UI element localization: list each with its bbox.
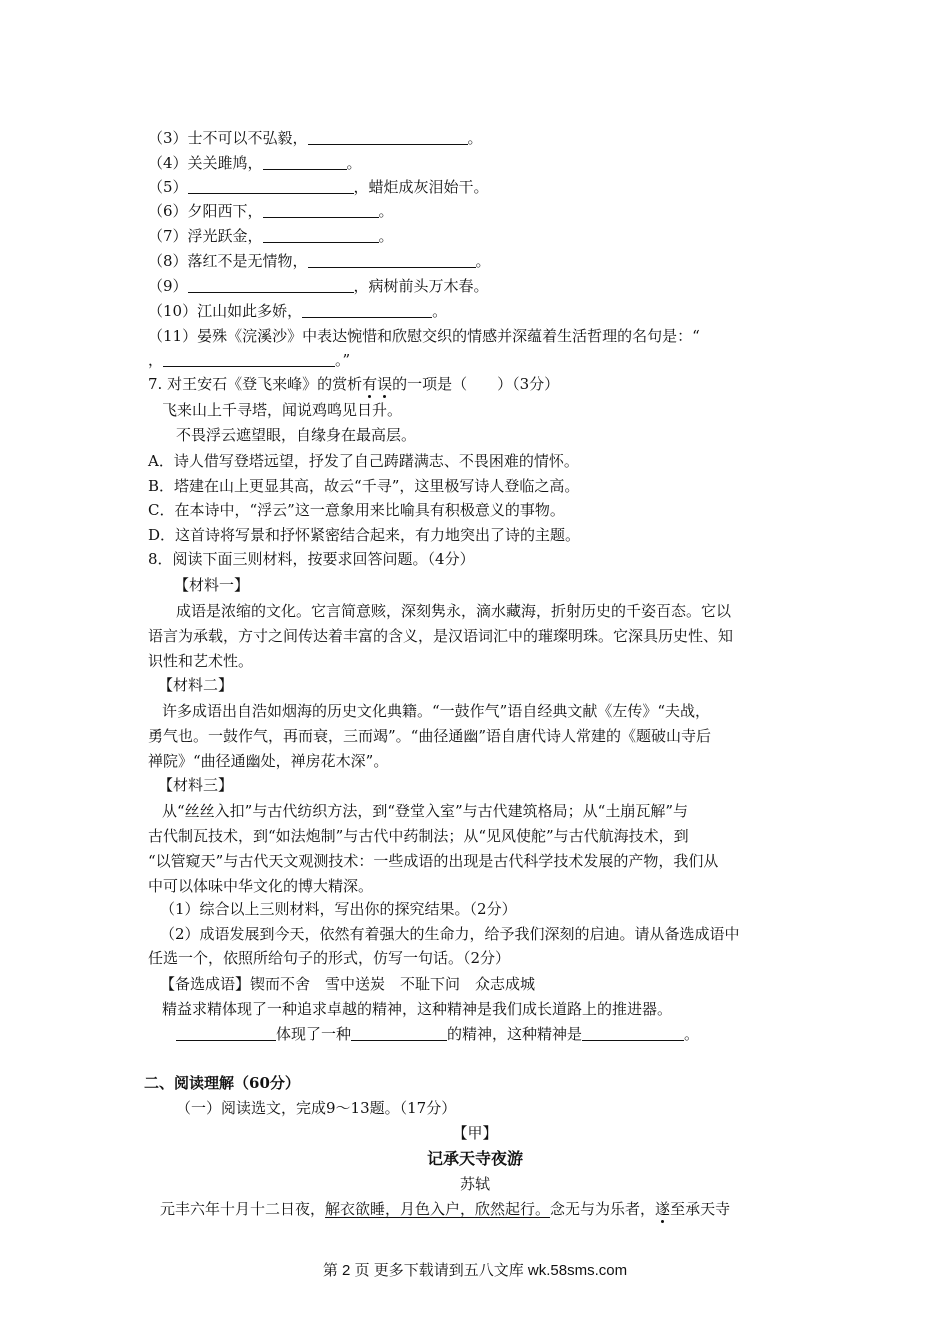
answer-blank[interactable] bbox=[302, 302, 432, 318]
answer-blank[interactable] bbox=[582, 1025, 684, 1041]
passage-label: 【甲】 bbox=[452, 1124, 498, 1142]
material-1-title: 【材料一】 bbox=[174, 576, 250, 594]
question-7-stem: 7. 对王安石《登飞来峰》的赏析有误的一项是（ ）（3分） bbox=[148, 375, 560, 393]
question-8-stem: 8．阅读下面三则材料，按要求回答问题。（4分） bbox=[148, 550, 475, 568]
option-b[interactable]: B．塔建在山上更显其高，故云“千寻”，这里极写诗人登临之高。 bbox=[148, 477, 580, 495]
material-1-line: 识性和艺术性。 bbox=[148, 652, 254, 670]
answer-blank[interactable] bbox=[188, 277, 354, 293]
emphasis-dot: 有 bbox=[362, 375, 378, 393]
material-3-line: “以管窥天”与古代天文观测技术：一些成语的出现是古代科学技术发展的产物，我们从 bbox=[148, 852, 719, 870]
answer-blank[interactable] bbox=[308, 252, 476, 268]
poem-line-1: 飞来山上千寻塔，闻说鸡鸣见日升。 bbox=[162, 401, 403, 419]
passage-text: 元丰六年十月十二日夜，解衣欲睡，月色入户，欣然起行。念无与为乐者，遂至承天寺 bbox=[160, 1200, 731, 1218]
fill-item-4: （4）关关雎鸠， 。 bbox=[148, 154, 362, 172]
fill-item-5: （5） ，蜡炬成灰泪始干。 bbox=[148, 178, 489, 196]
material-3-line: 古代制瓦技术，到“如法炮制”与古代中药制法；从“见风使舵”与古代航海技术，到 bbox=[148, 827, 689, 845]
material-2-line: 许多成语出自浩如烟海的历史文化典籍。“一鼓作气”语自经典文献《左传》“夫战， bbox=[162, 702, 711, 720]
fill-item-9: （9） ，病树前头万木春。 bbox=[148, 277, 489, 295]
answer-blank[interactable] bbox=[163, 351, 335, 367]
sub-question-2: （2）成语发展到今天，依然有着强大的生命力，给予我们深刻的启迪。请从备选成语中 bbox=[160, 925, 740, 943]
fill-item-3: （3）士不可以不弘毅， 。 bbox=[148, 129, 483, 147]
option-c[interactable]: C．在本诗中，“浮云”这一意象用来比喻具有积极意义的事物。 bbox=[148, 501, 565, 519]
fill-item-10-label: （10）江山如此多娇， bbox=[148, 302, 303, 320]
answer-blank[interactable] bbox=[176, 1025, 276, 1041]
passage-title: 记承天寺夜游 bbox=[426, 1149, 523, 1168]
fill-item-7-label: （7）浮光跃金， bbox=[148, 227, 263, 245]
material-3-title: 【材料三】 bbox=[158, 776, 234, 794]
fill-item-4-label: （4）关关雎鸠， bbox=[148, 154, 263, 172]
emphasis-dot: 遂 bbox=[655, 1200, 671, 1218]
material-2-title: 【材料二】 bbox=[158, 676, 234, 694]
fill-item-3-label: （3）士不可以不弘毅， bbox=[148, 129, 308, 147]
fill-item-11-answer: ， 。” bbox=[148, 351, 351, 369]
fill-item-6-label: （6）夕阳西下， bbox=[148, 202, 263, 220]
answer-blank[interactable] bbox=[263, 227, 379, 243]
sub-question-1: （1）综合以上三则材料，写出你的探究结果。（2分） bbox=[160, 900, 517, 918]
page-footer: 第 2 页 更多下载请到五八文库 wk.58sms.com bbox=[322, 1262, 628, 1279]
underlined-text: 解衣欲睡，月色入户，欣然起行。 bbox=[325, 1200, 551, 1218]
material-2-line: 禅院》“曲径通幽处，禅房花木深”。 bbox=[148, 752, 389, 770]
section-sub-heading: （一）阅读选文，完成9～13题。（17分） bbox=[176, 1099, 457, 1117]
idiom-options bbox=[160, 974, 535, 994]
option-a[interactable]: A．诗人借写登塔远望，抒发了自己踌躇满志、不畏困难的情怀。 bbox=[148, 452, 579, 470]
fill-item-11: （11）晏殊《浣溪沙》中表达惋惜和欣慰交织的情感并深蕴着生活哲理的名句是：“ bbox=[148, 327, 700, 345]
answer-blank[interactable] bbox=[351, 1025, 447, 1041]
idiom-list: 锲而不舍 雪中送炭 不耻下问 众志成城 bbox=[250, 975, 536, 993]
fill-item-10: （10）江山如此多娇， 。 bbox=[148, 302, 448, 320]
fill-item-7: （7）浮光跃金， 。 bbox=[148, 227, 394, 245]
material-1-line: 语言为承载，方寸之间传达着丰富的含义，是汉语词汇中的璀璨明珠。它深具历史性、知 bbox=[148, 627, 734, 645]
passage-author: 苏轼 bbox=[459, 1175, 490, 1193]
example-sentence: 精益求精体现了一种追求卓越的精神，这种精神是我们成长道路上的推进器。 bbox=[162, 1000, 673, 1018]
material-2-line: 勇气也。一鼓作气，再而衰，三而竭”。“曲径通幽”语自唐代诗人常建的《题破山寺后 bbox=[148, 727, 712, 745]
option-d[interactable]: D．这首诗将写景和抒怀紧密结合起来，有力地突出了诗的主题。 bbox=[148, 526, 581, 544]
imitation-fill: 体现了一种 的精神，这种精神是 。 bbox=[176, 1024, 699, 1044]
answer-blank[interactable] bbox=[263, 154, 347, 170]
sub-question-2: 任选一个，依照所给句子的形式，仿写一句话。（2分） bbox=[148, 949, 511, 967]
answer-blank[interactable] bbox=[308, 129, 468, 145]
fill-item-8: （8）落红不是无情物， 。 bbox=[148, 252, 491, 270]
fill-item-8-label: （8）落红不是无情物， bbox=[148, 252, 308, 270]
section-heading: 二、阅读理解（60分） bbox=[144, 1074, 300, 1092]
idiom-options-label: 【备选成语】 bbox=[160, 975, 251, 993]
material-3-line: 从“丝丝入扣”与古代纺织方法，到“登堂入室”与古代建筑格局；从“土崩瓦解”与 bbox=[162, 802, 689, 820]
answer-blank[interactable] bbox=[263, 202, 379, 218]
emphasis-dot: 误 bbox=[377, 375, 393, 393]
poem-line-2: 不畏浮云遮望眼，自缘身在最高层。 bbox=[176, 426, 417, 444]
fill-item-6: （6）夕阳西下， 。 bbox=[148, 202, 394, 220]
answer-blank[interactable] bbox=[188, 178, 354, 194]
material-1-line: 成语是浓缩的文化。它言简意赅，深刻隽永，滴水藏海，折射历史的千姿百态。它以 bbox=[176, 602, 732, 620]
material-3-line: 中可以体味中华文化的博大精深。 bbox=[148, 877, 374, 895]
